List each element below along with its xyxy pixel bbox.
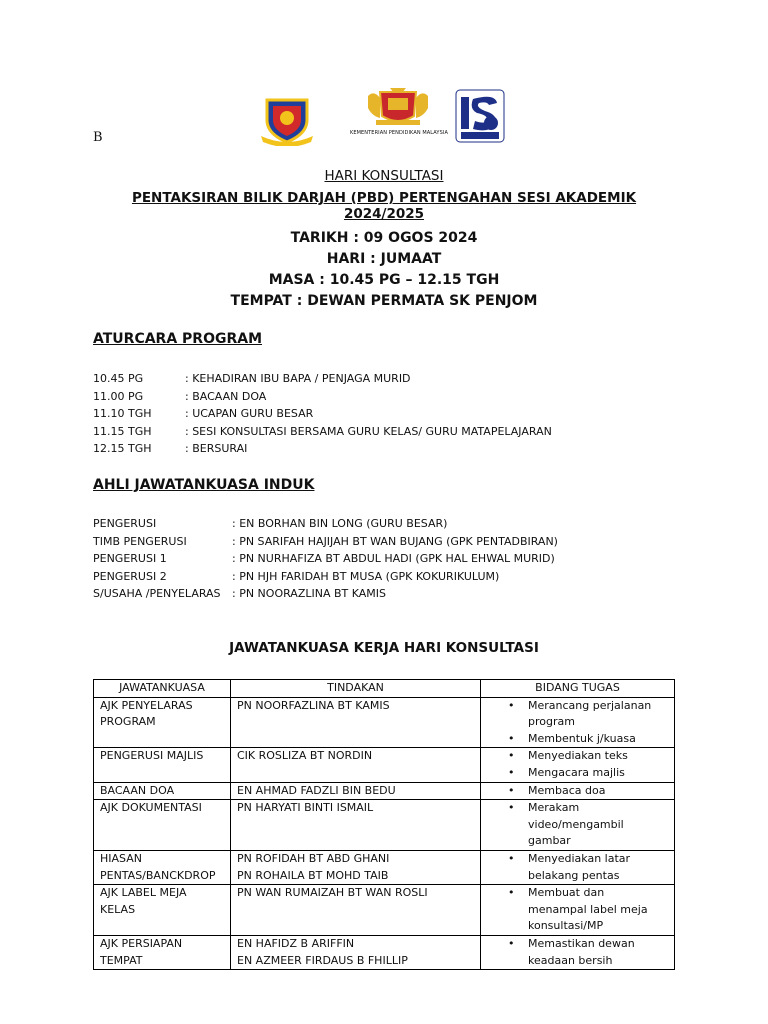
committee-line: PENTAS/BANCKDROP (100, 868, 216, 882)
ministry-crest-icon (350, 86, 446, 130)
event-date: TARIKH : 09 OGOS 2024 (290, 230, 478, 246)
action-line: PN ROHAILA BT MOHD TAIB (237, 868, 389, 882)
duties-cell (481, 782, 675, 800)
duty-line: Membaca doa (528, 783, 606, 797)
action-line: EN AHMAD FADZLI BIN BEDU (237, 783, 396, 797)
committee-member (93, 585, 558, 603)
duty-item (481, 936, 674, 969)
committee-member (93, 533, 558, 551)
duty-line: video/mengambil (528, 817, 624, 831)
duty-line: konsultasi/MP (528, 919, 604, 933)
programme-item (93, 440, 552, 458)
duty-line: menampal label meja (528, 902, 648, 916)
ministry-logo (350, 86, 446, 142)
action-cell (231, 748, 481, 782)
action-line: PN HARYATI BINTI ISMAIL (237, 801, 374, 815)
programme-activity: : KEHADIRAN IBU BAPA / PENJAGA MURID (185, 372, 411, 385)
action-line: EN AZMEER FIRDAUS B FHILLIP (237, 953, 408, 967)
duty-line: gambar (528, 834, 571, 848)
action-line: CIK ROSLIZA BT NORDIN (237, 749, 373, 763)
committee-name: : PN NURHAFIZA BT ABDUL HADI (GPK HAL EHWAL MURID) (232, 552, 555, 565)
committee-role: TIMB PENGERUSI (93, 534, 187, 548)
bullet-icon: • (508, 801, 515, 815)
column-header: BIDANG TUGAS (481, 680, 675, 698)
ministry-name: KEMENTERIAN PENDIDIKAN MALAYSIA (350, 130, 448, 136)
committee-line: PROGRAM (100, 715, 156, 729)
bullet-icon: • (508, 749, 515, 763)
duty-line: Membuat dan (528, 886, 605, 900)
bullet-icon: • (508, 698, 515, 712)
action-line: EN HAFIDZ B ARIFFIN (237, 936, 355, 950)
programme-time: 11.15 TGH (93, 424, 152, 438)
programme-item (93, 405, 552, 423)
duty-item (481, 698, 674, 731)
table-row (94, 748, 675, 782)
action-line: PN ROFIDAH BT ABD GHANI (237, 851, 390, 865)
committee-cell (94, 800, 231, 851)
committee-role: PENGERUSI 2 (93, 569, 167, 583)
committee-line: AJK DOKUMENTASI (100, 801, 202, 815)
action-cell (231, 800, 481, 851)
action-cell (231, 697, 481, 748)
duty-line: Merancang perjalanan (528, 698, 652, 712)
committee-name: : PN NOORAZLINA BT KAMIS (232, 587, 387, 600)
duties-cell (481, 800, 675, 851)
programme-activity: : SESI KONSULTASI BERSAMA GURU KELAS/ GURU MATAPELAJARAN (185, 424, 552, 438)
duty-line: program (528, 715, 575, 729)
programme-item (93, 423, 552, 441)
programme-activity: : BACAAN DOA (185, 389, 267, 403)
event-time: MASA : 10.45 PG – 12.15 TGH (268, 272, 500, 288)
committee-line: BACAAN DOA (100, 783, 175, 797)
duties-list (481, 748, 674, 781)
duty-item (481, 783, 674, 800)
programme-heading: ATURCARA PROGRAM (93, 331, 263, 347)
programme-time: 10.45 PG (93, 372, 144, 385)
duty-item (481, 885, 674, 935)
column-header: TINDAKAN (231, 680, 481, 698)
duty-line: Menyediakan teks (528, 749, 628, 763)
table-header-row (94, 680, 675, 698)
programme-time: 11.00 PG (93, 389, 144, 403)
bullet-icon: • (508, 886, 515, 900)
duty-item (481, 800, 674, 850)
pbd-badge-icon (455, 89, 505, 143)
duty-line: Merakam (528, 801, 580, 815)
bullet-icon: • (508, 851, 515, 865)
committee-name: : PN SARIFAH HAJIJAH BT WAN BUJANG (GPK PENTADBIRAN) (232, 534, 558, 548)
duty-line: Membentuk j/kuasa (528, 731, 636, 745)
committee-member (93, 550, 558, 568)
duty-item (481, 851, 674, 884)
table-row (94, 782, 675, 800)
committee-role: PENGERUSI (93, 517, 157, 530)
duties-list (481, 698, 674, 748)
committee-line: AJK PENYELARAS (100, 698, 193, 712)
duties-cell (481, 885, 675, 936)
duties-list (481, 851, 674, 884)
committee-member (93, 568, 558, 586)
duties-cell (481, 697, 675, 748)
duty-line: keadaan bersih (528, 953, 613, 967)
programme-item (93, 370, 552, 388)
document-title: HARI KONSULTASI (324, 168, 444, 184)
committee-cell (94, 697, 231, 748)
duties-list (481, 783, 674, 800)
duty-line: Memastikan dewan (528, 936, 635, 950)
committee-role: PENGERUSI 1 (93, 552, 167, 565)
committee-cell (94, 850, 231, 884)
duty-item (481, 765, 674, 782)
committee-line: PENGERUSI MAJLIS (100, 749, 204, 763)
duties-list (481, 936, 674, 969)
work-committee-table (93, 679, 675, 970)
programme-time: 12.15 TGH (93, 442, 152, 455)
committee-name: : PN HJH FARIDAH BT MUSA (GPK KOKURIKULUM) (232, 569, 500, 583)
table-row (94, 885, 675, 936)
duty-item (481, 748, 674, 765)
duties-list (481, 885, 674, 935)
action-cell (231, 850, 481, 884)
committee-member (93, 515, 558, 533)
table-row (94, 800, 675, 851)
bullet-icon: • (508, 783, 515, 797)
event-day: HARI : JUMAAT (326, 251, 442, 267)
committee-name: : EN BORHAN BIN LONG (GURU BESAR) (232, 517, 448, 530)
committee-cell (94, 748, 231, 782)
school-logo (259, 90, 315, 146)
duties-cell (481, 850, 675, 884)
committee-line: TEMPAT (100, 953, 143, 967)
programme-list (93, 370, 552, 458)
programme-activity: : BERSURAI (185, 442, 248, 455)
logo-bar (255, 86, 505, 146)
committee-line: AJK LABEL MEJA (100, 886, 187, 900)
committee-line: HIASAN (100, 851, 142, 865)
pbd-logo (455, 89, 505, 143)
main-committee-list (93, 515, 558, 603)
duty-line: Menyediakan latar (528, 851, 631, 865)
stray-letter: B (93, 130, 103, 145)
programme-activity: : UCAPAN GURU BESAR (185, 407, 314, 420)
duties-list (481, 800, 674, 850)
duties-cell (481, 748, 675, 782)
bullet-icon: • (508, 731, 515, 745)
duty-item (481, 731, 674, 748)
programme-time: 11.10 TGH (93, 407, 152, 420)
action-cell (231, 885, 481, 936)
committee-cell (94, 885, 231, 936)
committee-cell (94, 782, 231, 800)
duties-cell (481, 935, 675, 969)
bullet-icon: • (508, 936, 515, 950)
bullet-icon: • (508, 765, 515, 779)
committee-cell (94, 935, 231, 969)
committee-line: AJK PERSIAPAN (100, 936, 183, 950)
duty-line: Mengacara majlis (528, 765, 625, 779)
committee-line: KELAS (100, 902, 136, 916)
main-committee-heading: AHLI JAWATANKUASA INDUK (93, 477, 315, 493)
action-cell (231, 935, 481, 969)
event-venue: TEMPAT : DEWAN PERMATA SK PENJOM (230, 293, 538, 309)
duty-line: belakang pentas (528, 868, 620, 882)
column-header: JAWATANKUASA (94, 680, 231, 698)
action-line: PN WAN RUMAIZAH BT WAN ROSLI (237, 886, 428, 900)
table-row (94, 850, 675, 884)
table-row (94, 697, 675, 748)
table-row (94, 935, 675, 969)
action-line: PN NOORFAZLINA BT KAMIS (237, 698, 390, 712)
action-cell (231, 782, 481, 800)
document-subtitle: PENTAKSIRAN BILIK DARJAH (PBD) PERTENGAHAN SESI AKADEMIK 2024/2025 (131, 190, 637, 222)
work-committee-heading: JAWATANKUASA KERJA HARI KONSULTASI (229, 640, 539, 656)
programme-item (93, 388, 552, 406)
school-crest-icon (259, 90, 315, 146)
committee-role: S/USAHA /PENYELARAS (93, 587, 221, 600)
